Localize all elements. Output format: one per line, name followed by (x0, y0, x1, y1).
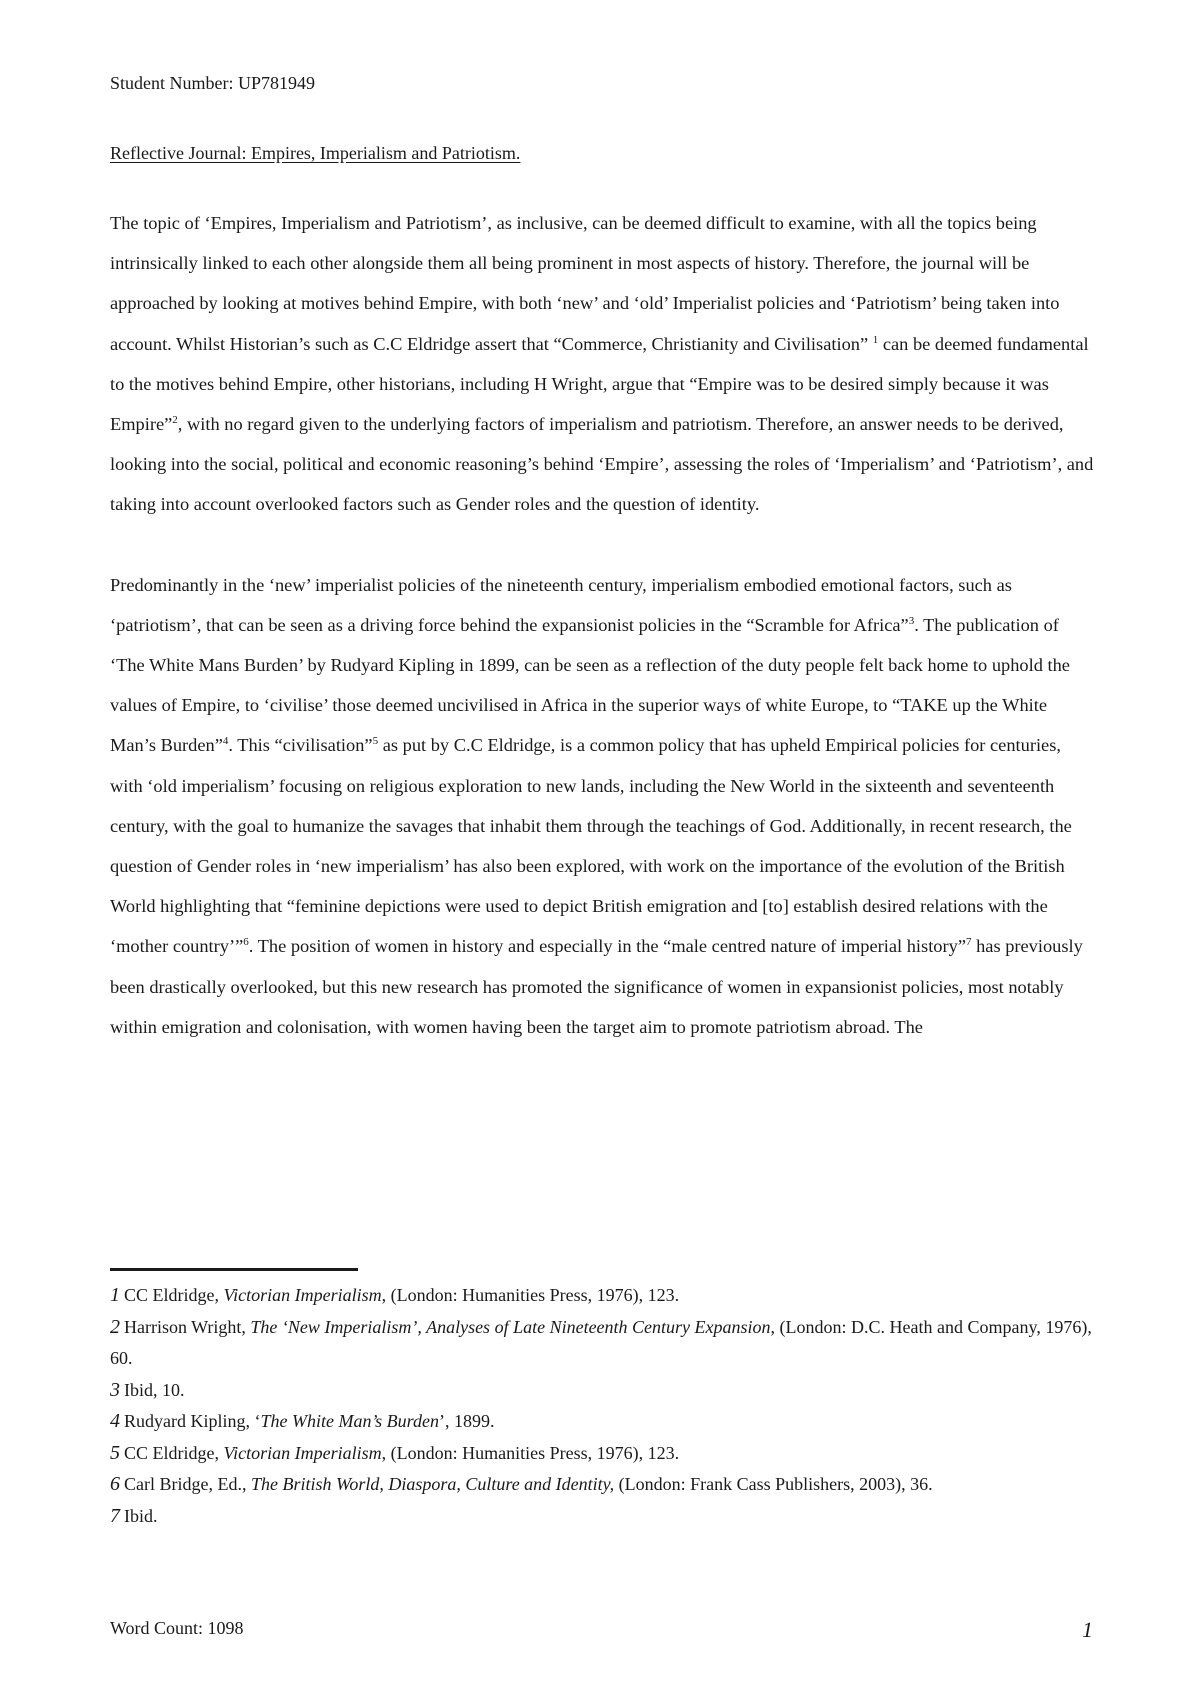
footnote-ref-1: 1 (872, 333, 879, 346)
p2-text-c: . This “civilisation” (228, 735, 373, 756)
footnote-ref-6: 6 (243, 936, 249, 949)
footnote-ref-5: 5 (372, 735, 379, 748)
page-title: Reflective Journal: Empires, Imperialism and Patriotism. (110, 143, 521, 163)
footnote-1: 1 CC Eldridge, Victorian Imperialism, (London: Humanities Press, 1976), 123. (110, 1284, 680, 1306)
p2-text-a: Predominantly in the ‘new’ imperialist policies of the nineteenth century, imperialism embodied emotional factors, such as ‘patriotism’, that can be seen as a driving force behind the expansionist policies in the “Scramble for Africa” (110, 574, 1012, 635)
footnote-3: 3 Ibid, 10. (110, 1378, 185, 1401)
p1-text-a: The topic of ‘Empires, Imperialism and Patriotism’, as inclusive, can be deemed difficult to examine, with all the topics being intrinsically linked to each other alongside them all being prominent in most aspects of history. Therefore, the journal will be approached by looking at motives behind Empire, with both ‘new’ and ‘old’ Imperialist policies and ‘Patriotism’ being taken into account. Whilst Historian’s such as C.C Eldridge assert that “Commerce, Christianity and Civilisation” (110, 213, 1060, 354)
footnote-5: 5 CC Eldridge, Victorian Imperialism, (London: Humanities Press, 1976), 123. (110, 1441, 680, 1464)
page-number: 1 (1082, 1617, 1093, 1642)
body-paragraph-2 (110, 565, 1095, 1047)
footnote-4: 4 Rudyard Kipling, ‘The White Man’s Burden’, 1899. (110, 1410, 495, 1432)
footnote-7: 7 Ibid. (110, 1504, 158, 1527)
p2-text-f: has previously been drastically overlooked, but this new research has promoted the significance of women in expansionist policies, most notably within emigration and colonisation, with women having been the target aim to promote patriotism abroad. The (110, 936, 1083, 1037)
p2-text-e: . The position of women in history and especially in the “male centred nature of imperial history” (248, 936, 966, 957)
word-count: Word Count: 1098 (110, 1618, 244, 1638)
footnote-6: 6 Carl Bridge, Ed., The British World, Diaspora, Culture and Identity, (London: Frank Cass Publishers, 2003), 36. (110, 1473, 933, 1495)
p1-text-c: , with no regard given to the underlying factors of imperialism and patriotism. Therefore, an answer needs to be derived, looking into the social, political and economic reasoning’s behind ‘Empire’, assessing the roles of ‘Imperialism’ and ‘Patriotism’, and taking into account overlooked factors such as Gender roles and the question of identity. (110, 414, 1094, 515)
p2-text-b: . The publication of ‘The White Mans Burden’ by Rudyard Kipling in 1899, can be seen as a reflection of the duty people felt back home to uphold the values of Empire, to ‘civilise’ those deemed uncivilised in Africa in the superior ways of white Europe, to “TAKE up the White Man’s Burden” (110, 614, 1070, 756)
footnote-separator (110, 1268, 358, 1271)
student-number: Student Number: UP781949 (110, 73, 315, 93)
body-paragraph-1 (110, 203, 1095, 525)
footnote-ref-2: 2 (172, 413, 178, 426)
footnote-ref-4: 4 (222, 735, 229, 748)
footnote-2: 2 Harrison Wright, The ‘New Imperialism’, Analyses of Late Nineteenth Century Expansion, (London: D.C. Heath and Company, 1976), 60. (110, 1315, 1092, 1368)
footnotes (110, 1280, 1095, 1532)
p1-text-b: can be deemed fundamental to the motives behind Empire, other historians, including H Wright, argue that “Empire was to be desired simply because it was Empire” (110, 333, 1089, 435)
footnote-ref-3: 3 (908, 614, 915, 627)
p2-text-d: as put by C.C Eldridge, is a common policy that has upheld Empirical policies for centuries, with ‘old imperialism’ focusing on religious exploration to new lands, including the New World in the sixteenth and seventeenth century, with the goal to humanize the savages that inhabit them through the teachings of God. Additionally, in recent research, the question of Gender roles in ‘new imperialism’ has also been explored, with work on the importance of the evolution of the British World highlighting that “feminine depictions were used to depict British emigration and [to] establish desired relations with the ‘mother country’” (110, 735, 1072, 957)
document-page (110, 70, 1095, 1047)
footnote-ref-7: 7 (965, 936, 972, 949)
